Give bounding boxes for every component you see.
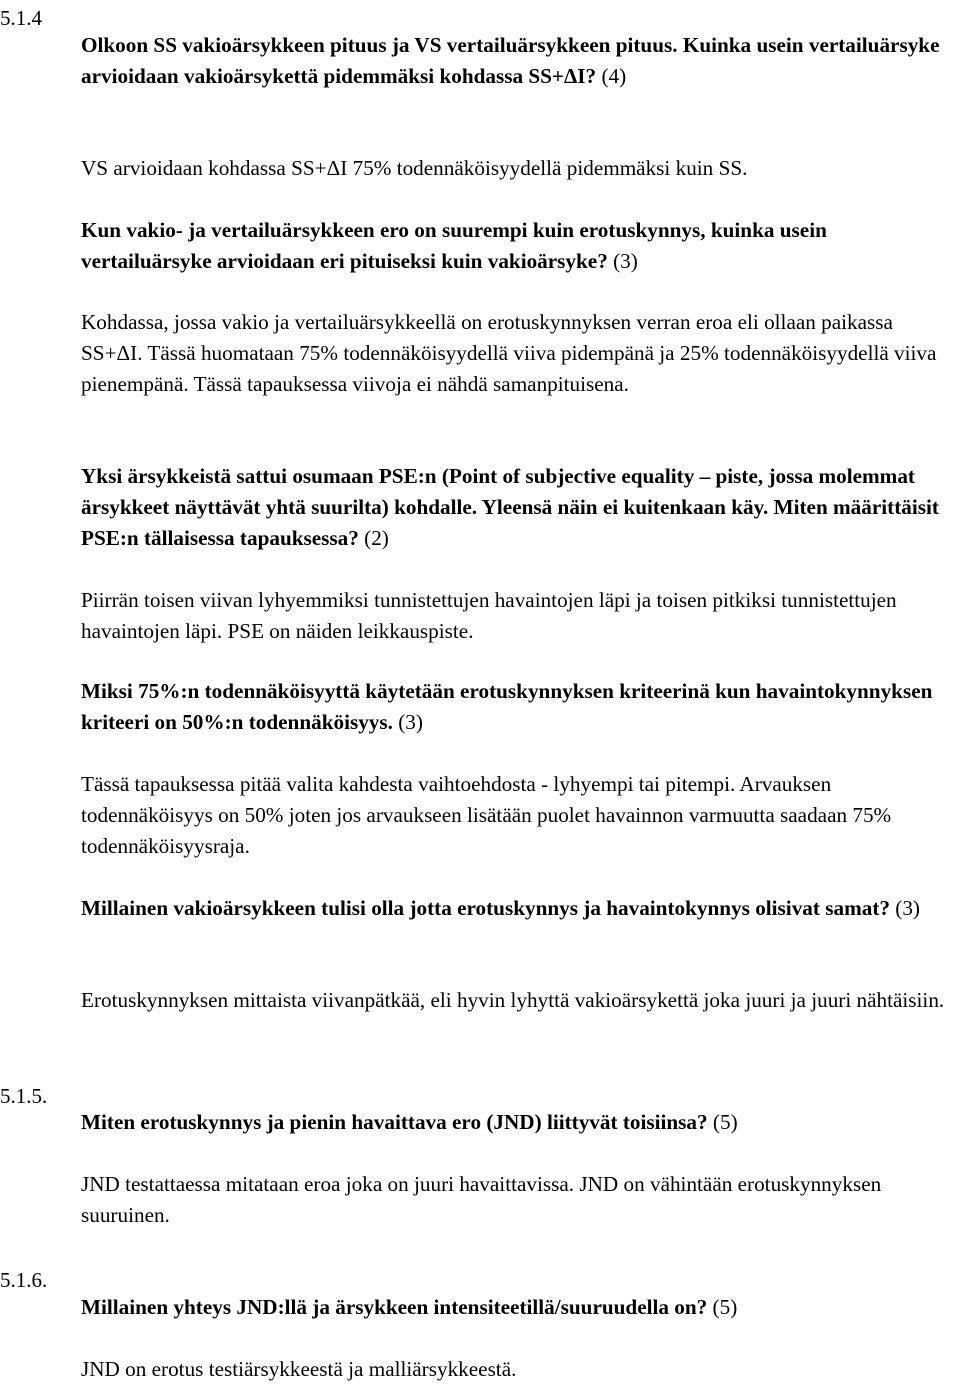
question-points: (3) [398,710,423,734]
answer-paragraph: VS arvioidaan kohdassa SS+ΔI 75% todennäköisyydellä pidemmäksi kuin SS. [81,156,748,180]
question-text: Millainen vakioärsykkeen tulisi olla jotta erotuskynnys ja havaintokynnys olisivat samat? [81,896,890,920]
answer-paragraph: Erotuskynnyksen mittaista viivanpätkää, eli hyvin lyhyttä vakioärsykettä joka juuri ja juuri nähtäisiin. [81,988,945,1012]
question-paragraph [81,1292,957,1323]
section-number: 5.1.5. [0,1084,48,1108]
question-points: (5) [712,1110,738,1134]
section-number: 5.1.6. [0,1268,48,1292]
question-text: Olkoon SS vakioärsykkeen pituus ja VS vertailuärsykkeen pituus. Kuinka usein vertailuärsyke arvioidaan vakioärsykettä pidemmäksi kohdassa SS+ΔI? [81,33,940,88]
answer-paragraph: Tässä tapauksessa pitää valita kahdesta vaihtoehdosta - lyhyempi tai pitempi. Arvauksen todennäköisyys on 50% joten jos arvaukseen lisätään puolet havainnon varmuutta saadaan 75% todennäköisyysraja. [81,772,892,858]
question-text: Yksi ärsykkeistä sattui osumaan PSE:n (Point of subjective equality – piste, jossa molemmat ärsykkeet näyttävät yhtä suurilta) kohdalle. Yleensä näin ei kuitenkaan käy. Miten määrittäisit PSE:n tällaisessa tapauksessa? [81,464,939,550]
question-points: (5) [712,1295,738,1319]
section-number: 5.1.4 [0,6,42,30]
question-paragraph [81,461,957,554]
question-paragraph [81,676,957,738]
answer-paragraph: JND testattaessa mitataan eroa joka on juuri havaittavissa. JND on vähintään erotuskynnyksen suuruinen. [81,1172,882,1227]
question-text: Miksi 75%:n todennäköisyyttä käytetään erotuskynnyksen kriteerinä kun havaintokynnyksen kriteeri on 50%:n todennäköisyys. [81,679,933,734]
question-points: (2) [364,526,389,550]
question-points: (3) [895,896,920,920]
question-points: (4) [601,64,627,88]
question-points: (3) [613,249,638,273]
answer-paragraph: Kohdassa, jossa vakio ja vertailuärsykkeellä on erotuskynnyksen verran eroa eli ollaan paikassa SS+ΔI. Tässä huomataan 75% todennäköisyydellä viiva pidempänä ja 25% todennäköisyydellä viiva pienempänä. Tässä tapauksessa viivoja ei nähdä samanpituisena. [81,310,937,396]
question-text: Millainen yhteys JND:llä ja ärsykkeen intensiteetillä/suuruudella on? [81,1295,708,1319]
answer-paragraph: JND on erotus testiärsykkeestä ja malliärsykkeestä. [81,1357,517,1381]
question-paragraph [81,1107,957,1138]
answer-paragraph: Piirrän toisen viivan lyhyemmiksi tunnistettujen havaintojen läpi ja toisen pitkiksi tunnistettujen havaintojen läpi. PSE on näiden leikkauspiste. [81,588,897,643]
question-paragraph [81,215,957,277]
question-paragraph [81,893,957,924]
question-text: Miten erotuskynnys ja pienin havaittava ero (JND) liittyvät toisiinsa? [81,1110,708,1134]
question-text: Kun vakio- ja vertailuärsykkeen ero on suurempi kuin erotuskynnys, kuinka usein vertailuärsyke arvioidaan eri pituiseksi kuin vakioärsyke? [81,218,827,273]
question-paragraph [81,30,957,92]
